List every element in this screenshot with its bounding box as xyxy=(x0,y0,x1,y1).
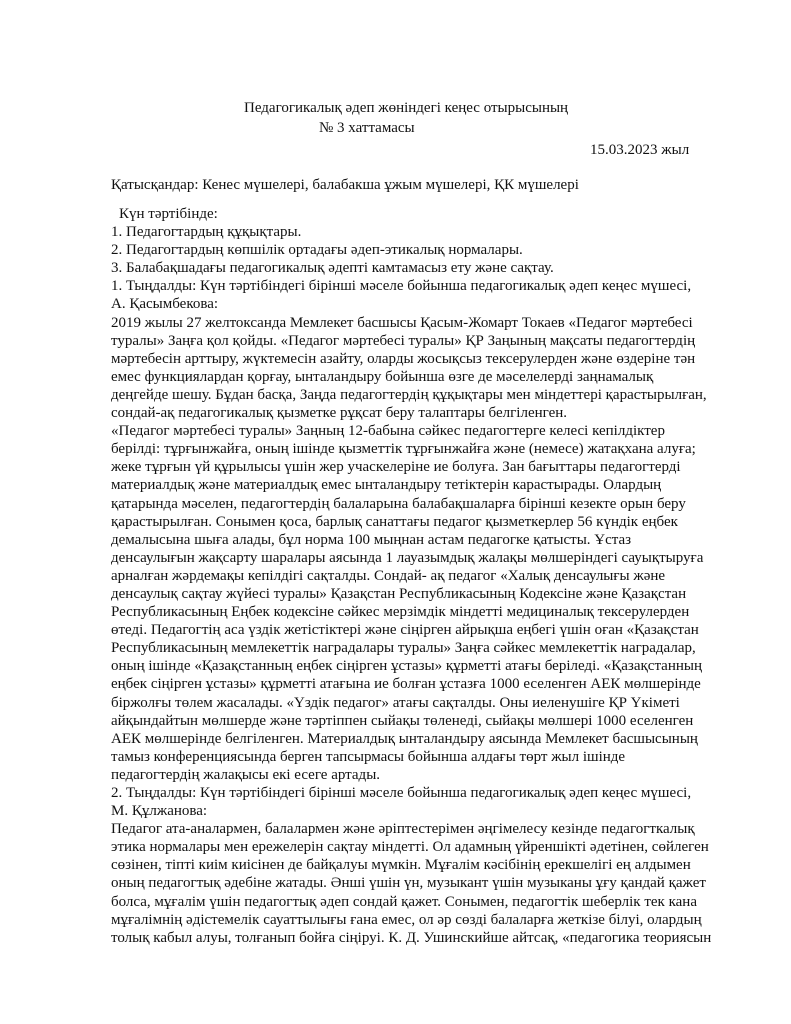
text-line: тамыз конференциясында берген тапсырмасы бойынша алдағы төрт жыл ішінде xyxy=(111,748,626,765)
text-line: материалдық және материалдық емес ынталандыру тетіктерін карастырады. Олардың xyxy=(111,477,662,494)
text-line: этика нормалары мен ережелерін сақтау міндетті. Ол адамның үйреншікті әдетінен, сөйлеген xyxy=(111,839,709,856)
text-line: болса, мұғалім үшін педагогтық әдеп сондай қажет. Сонымен, педагогтік шеберлік тек кана xyxy=(111,893,697,910)
text-line: 2. Тыңдалды: Күн тәртібіндегі бірінші мәселе бойынша педагогикалық әдеп кеңес мүшесі, xyxy=(111,785,692,801)
agenda-heading: Күн тәртібінде: xyxy=(119,206,218,222)
text-line: мәртебесін арттыру, жүктемесін азайту, оларды жосықсыз тексерулерден және өздеріне тән xyxy=(111,350,696,367)
text-line: деңгейде шешу. Бұдан басқа, Заңда педагогтердің құқықтары мен міндеттері қарастырылған, xyxy=(111,386,707,403)
text-line: айқындайтын мөлшерде және тәртіппен сыйақы төленеді, сыйақы мөлшері 1000 еселенген xyxy=(111,712,694,729)
protocol-date: 15.03.2023 жыл xyxy=(590,142,690,158)
text-line: А. Қасымбекова: xyxy=(111,296,219,313)
text-line: қатарында мәселен, педагогтердің балаларына балабақшаларға бірінші кезекте орын беру xyxy=(111,495,686,512)
text-line: «Педагог мәртебесі туралы» Заңның 12-бабына сәйкес педагогтерге келесі кепілдіктер xyxy=(111,423,665,440)
text-line: толық кабыл алуы, толғанып бойға сіңіруі. К. Д. Ушинскийше айтсақ, «педагогика теориясын xyxy=(111,929,712,946)
text-line: 2. Педагогтардың көпшілік ортадағы әдеп-этикалық нормалары. xyxy=(111,242,523,259)
text-line: Педагог ата-аналармен, балалармен және әріптестерімен әңгімелесу кезінде педагогткалық xyxy=(111,821,695,838)
text-line: оның ішінде «Қазақстанның еңбек сіңірген ұстазы» құрметті атағы беріледі. «Қазақстанның xyxy=(111,658,702,675)
text-line: демалысына шыға алады, бұл норма 100 мыңнан астам педагогке қатысты. Ұстаз xyxy=(111,531,632,548)
text-line: біржолғы төлем жасалады. «Үздік педагог» атағы сақталды. Оны иеленушіге ҚР Үкіметі xyxy=(111,694,680,711)
text-line: Республикасының Еңбек кодексіне сәйкес мерзімдік міндетті медициналық тексерулерден xyxy=(111,604,690,621)
text-line: өтеді. Педагогтің аса үздік жетістіктері және сіңірген айрықша еңбегі үшін оған «Қазақстан xyxy=(111,622,699,639)
text-line: туралы» Заңға қол қойды. «Педагог мәртебесі туралы» ҚР Заңының мақсаты педагогтердің xyxy=(111,332,696,349)
text-line: сондай-ақ педагогикалық қызметке рұқсат беру талаптары белгіленген. xyxy=(111,405,568,422)
protocol-number: № 3 хаттамасы xyxy=(319,120,415,136)
participants-line: Қатысқандар: Кенес мүшелері, балабакша ұжым мүшелері, ҚК мүшелері xyxy=(111,177,579,193)
document-body xyxy=(111,205,741,947)
text-line: мұғалімнің әдістемелік сауаттылығы ғана емес, ол әр сөзді балаларға жеткізе білуі, олардың xyxy=(111,911,702,928)
text-line: АЕК мөлшерінде белгіленген. Материалдық ынталандыру аясында Мемлекет басшысының xyxy=(111,730,698,747)
text-line: жеке тұрғын үй құрылысы үшін жер учаскелеріне ие болуға. Зан бағыттары педагогтерді xyxy=(111,459,681,476)
text-line: қарастырылған. Сонымен қоса, барлық санаттағы педагог қызметкерлер 56 күндік еңбек xyxy=(111,513,678,530)
text-line: берілді: тұрғынжайға, оның ішінде қызметтік тұрғынжайға және (немесе) жатақхана алуға; xyxy=(111,441,696,458)
protocol-title: Педагогикалық әдеп жөніндегі кеңес отырысының xyxy=(244,100,569,116)
text-line: сөзінен, тіпті киім киісінен де байқалуы мүмкін. Мұғалім кәсібінің ерекшелігі ең алдымен xyxy=(111,857,691,874)
text-line: 1. Педагогтардың құқықтары. xyxy=(111,224,302,241)
text-line: денсаулық сақтау жүйесі туралы» Қазақстан Республикасының Кодексіне және Қазақстан xyxy=(111,585,687,602)
text-line: емес функциялардан қорғау, ынталандыру бойынша өзге де мәселелерді заңнамалық xyxy=(111,368,654,385)
text-line: еңбек сіңірген ұстазы» құрметті атағына ие болған ұстазға 1000 еселенген АЕК мөлшерінде xyxy=(111,676,701,693)
text-line: оның педагогтық әдебіне жатады. Әнші үшін үн, музыкант үшін музыканы ұғу қандай қажет xyxy=(111,875,706,892)
text-line: денсаулығын жақсарту шаралары аясында 1 лауазымдық жалақы мөлшеріндегі сауықтыруға xyxy=(111,549,704,566)
text-line: Республикасының мемлекеттік наградалары туралы» Заңға сәйкес мемлекеттік наградалар, xyxy=(111,640,696,657)
text-line: М. Құлжанова: xyxy=(111,803,208,820)
text-line: 1. Тыңдалды: Күн тәртібіндегі бірінші мәселе бойынша педагогикалық әдеп кеңес мүшесі, xyxy=(111,278,692,295)
text-line: 2019 жылы 27 желтоксанда Мемлекет басшысы Қасым-Жомарт Токаев «Педагог мәртебесі xyxy=(111,314,693,331)
text-line: педагогтердің жалақысы екі есеге артады. xyxy=(111,766,381,783)
text-line: арналған жәрдемақы кепілдігі сақталды. Сондай- ақ педагог «Халық денсаулығы және xyxy=(111,567,666,584)
text-line: 3. Балабақшадағы педагогикалық әдепті камтамасыз ету және сақтау. xyxy=(111,260,554,277)
